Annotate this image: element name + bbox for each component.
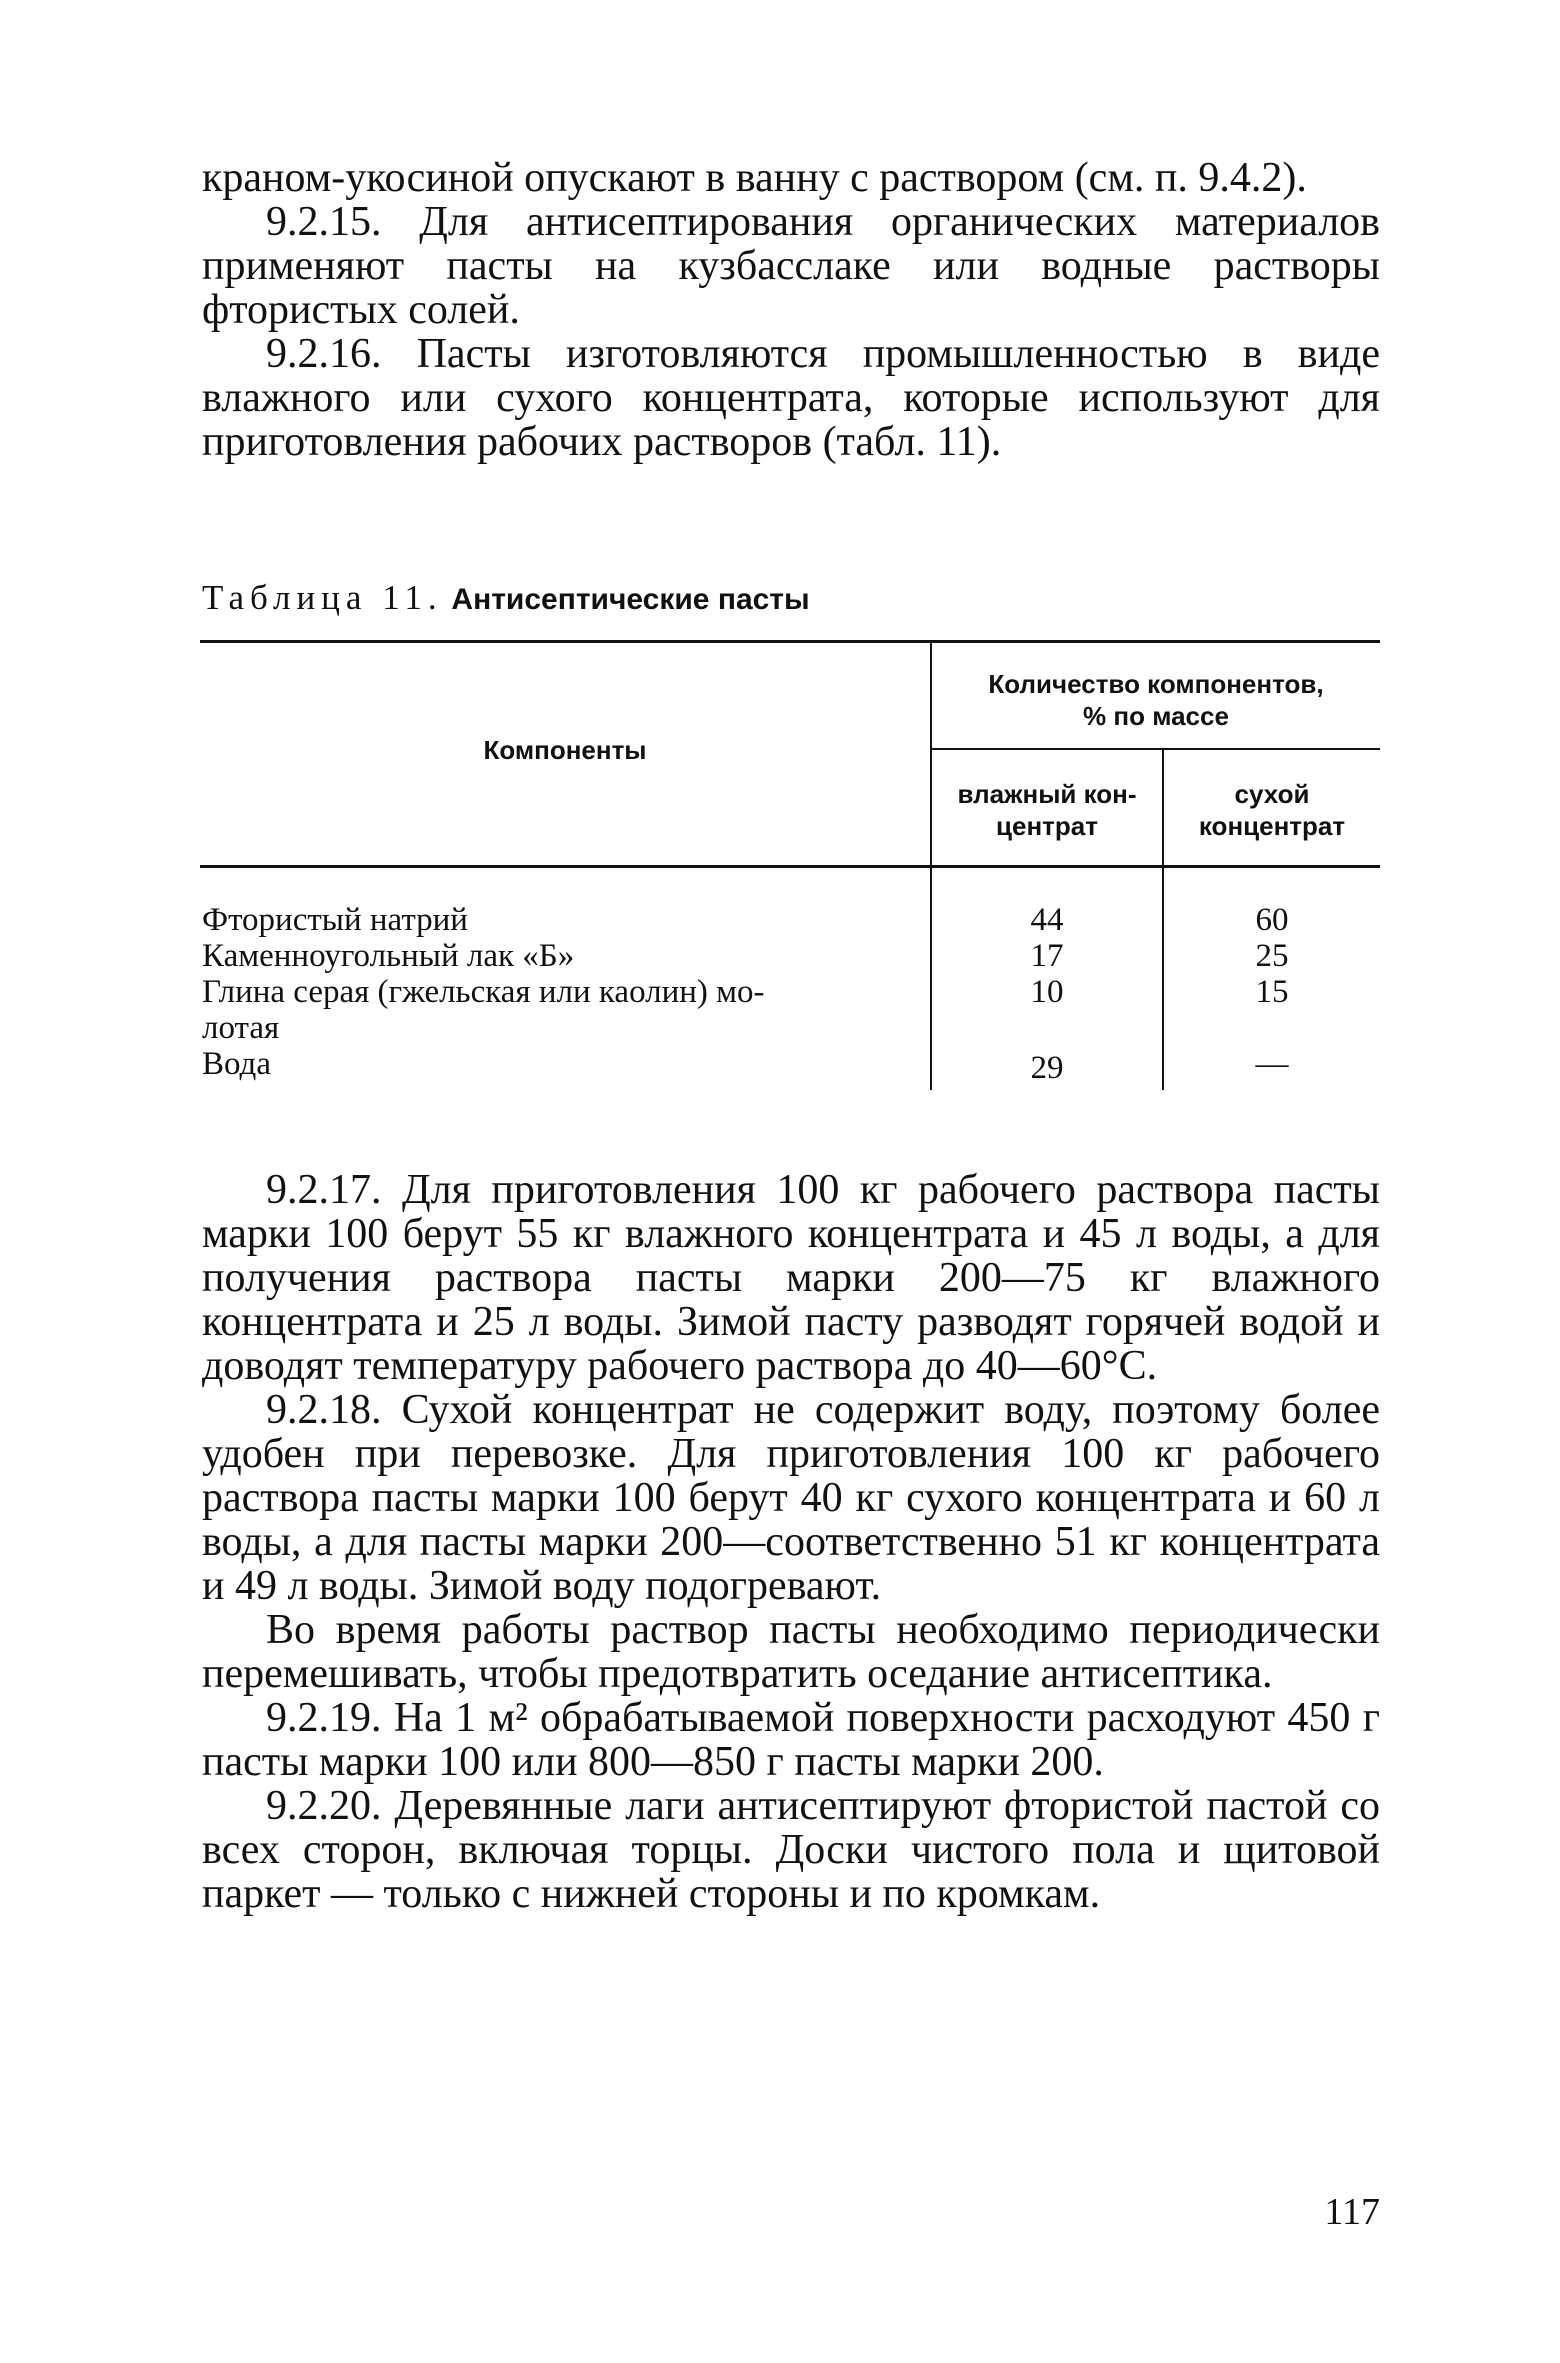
paragraph-9-2-19: 9.2.19. На 1 м² обрабатываемой поверхности расходуют 450 г пасты марки 100 или 800—850 г пасты марки 200. [202,1695,1380,1785]
table-header-bottom-rule [200,865,1380,868]
row-1-name: Фтористый натрий [202,902,468,938]
table-header-sub-rule [932,748,1380,750]
paragraph-mixing: Во время работы раствор пасты необходимо периодически перемешивать, чтобы предотвратить оседание антисептика. [202,1607,1380,1697]
row-1-dry: 60 [1255,902,1289,938]
table-caption-label: Таблица 11. [202,578,443,617]
header-quantity [932,668,1380,732]
row-2-name: Каменноугольный лак «Б» [202,938,575,974]
row-3-wet: 10 [1030,974,1064,1010]
row-4-name: Вода [202,1046,271,1082]
header-wet-line2: центрат [996,811,1098,841]
paragraph-9-2-18: 9.2.18. Сухой концентрат не содержит воду, поэтому более удобен при перевозке. Для приготовления 100 кг рабочего раствора пасты марки 100 берут 40 кг сухого концентрата и 60 л воды, а для пасты марки 200—соответственно 51 кг концентрата и 49 л воды. Зимой воду подогревают. [202,1387,1380,1609]
header-quantity-line2: % по массе [1083,701,1229,731]
page-number: 117 [1324,2191,1380,2233]
header-wet-concentrate [932,778,1162,842]
row-2-wet: 17 [1030,938,1064,974]
paragraph-9-2-16: 9.2.16. Пасты изготовляются промышленностью в виде влажного или сухого концентрата, которые используют для приготовления рабочих растворов (табл. 11). [202,331,1380,465]
table-top-rule [200,640,1380,643]
paragraph-9-2-20: 9.2.20. Деревянные лаги антисептируют фтористой пастой со всех сторон, включая торцы. Доски чистого пола и щитовой паркет — только с нижней стороны и по кромкам. [202,1783,1380,1917]
header-components: Компоненты [483,735,647,765]
row-3-dry: 15 [1255,974,1289,1010]
header-quantity-line1: Количество компонентов, [988,669,1324,699]
paragraph-9-2-15: 9.2.15. Для антисептирования органических материалов применяют пасты на кузбасслаке или водные растворы фтористых солей. [202,199,1380,333]
antiseptic-pastes-table [200,640,1380,1090]
row-4-dry: — [1255,1046,1289,1082]
paragraph-9-2-17: 9.2.17. Для приготовления 100 кг рабочего раствора пасты марки 100 берут 55 кг влажного концентрата и 45 л воды, а для получения раствора пасты марки 200—75 кг влажного концентрата и 25 л воды. Зимой пасту разводят горячей водой и доводят температуру рабочего раствора до 40—60°С. [202,1167,1380,1389]
row-3-name-line2: лотая [202,1010,280,1046]
table-caption-title: Антисептические пасты [451,583,810,616]
row-2-dry: 25 [1255,938,1289,974]
row-3-name-line1: Глина серая (гжельская или каолин) мо- [202,974,765,1010]
header-dry-line1: сухой [1234,779,1310,809]
text-block-top [202,156,1380,464]
paragraph-continuation: краном-укосиной опускают в ванну с раствором (см. п. 9.4.2). [202,155,1307,201]
text-block-bottom [202,1168,1380,1916]
header-dry-concentrate [1164,778,1380,842]
row-1-wet: 44 [1030,902,1064,938]
header-wet-line1: влажный кон- [957,779,1137,809]
header-dry-line2: концентрат [1198,811,1346,841]
table-caption [202,578,810,620]
row-4-wet: 29 [1030,1050,1064,1086]
